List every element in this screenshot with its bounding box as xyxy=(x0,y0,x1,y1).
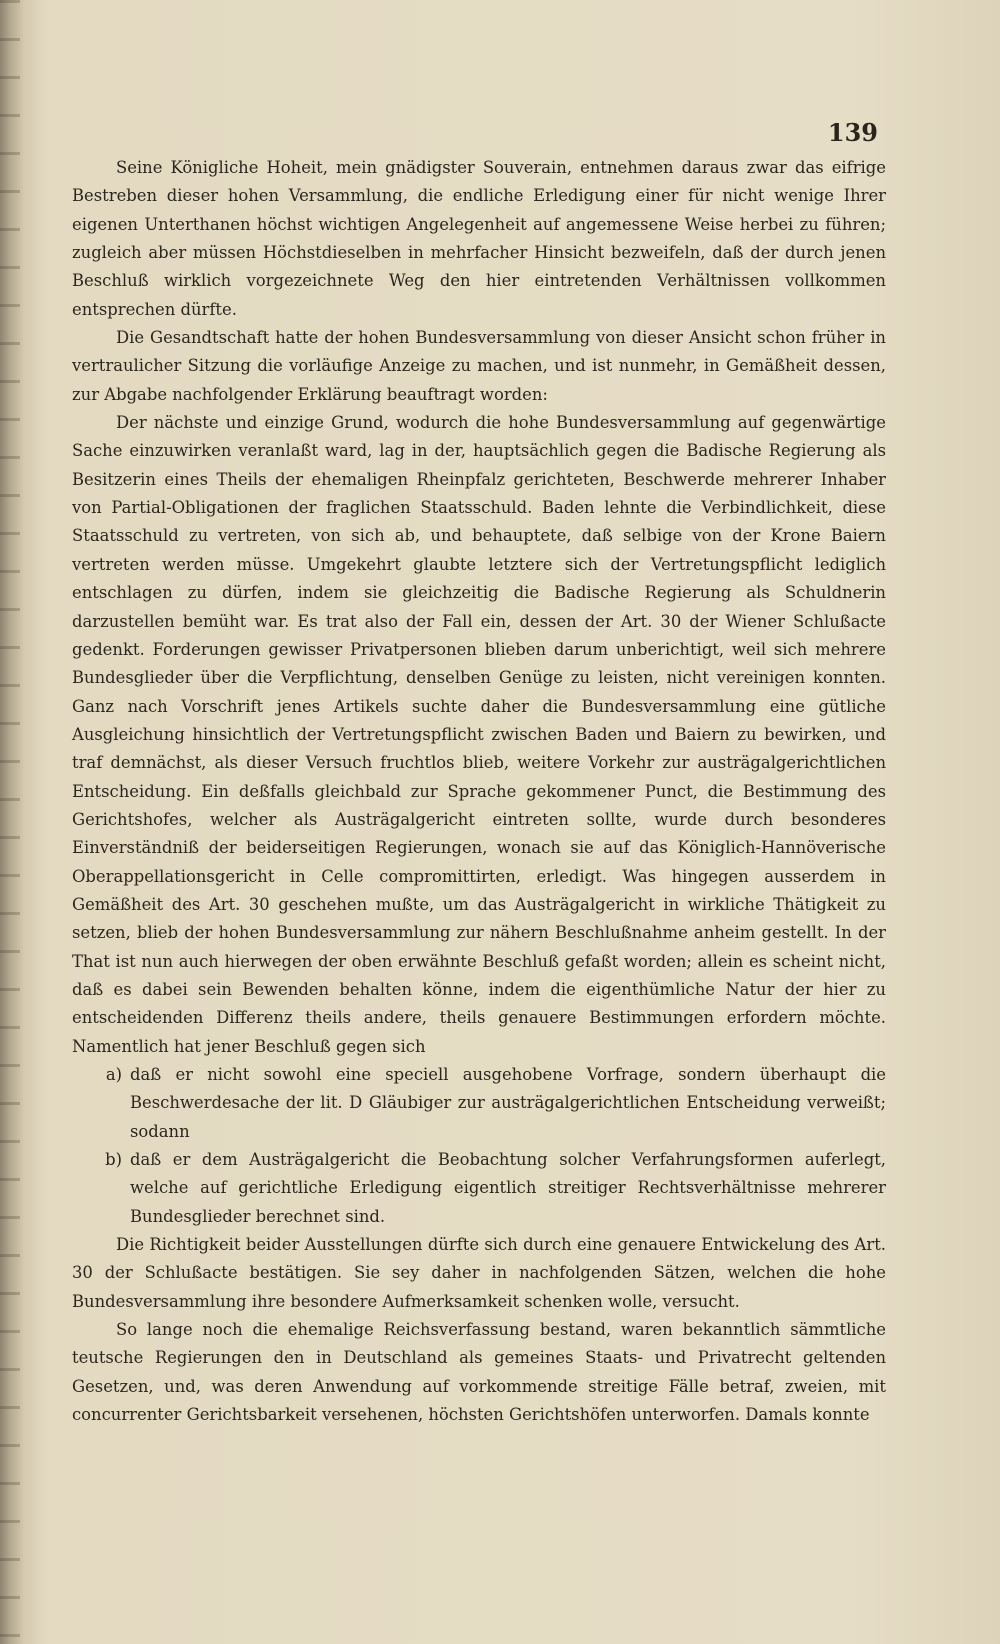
list-item-text: daß er dem Austrägalgericht die Beobachtung solcher Verfahrungsformen auferlegt, welche auf gerichtliche Erledigung eigentlich streitiger Rechtsverhältnisse mehrerer Bundesglieder berechnet sind. xyxy=(130,1150,886,1226)
page-number: 139 xyxy=(827,118,878,147)
list-item-label: a) xyxy=(105,1065,122,1084)
paragraph-2: Die Gesandtschaft hatte der hohen Bundesversammlung von dieser Ansicht schon früher in vertraulicher Sitzung die vorläufige Anzeige zu machen, und ist nunmehr, in Gemäßheit dessen, zur Abgabe nachfolgender Erklärung beauftragt worden: xyxy=(72,328,886,404)
paragraph-1: Seine Königliche Hoheit, mein gnädigster Souverain, entnehmen daraus zwar das eifrige Bestreben dieser hohen Versammlung, die endliche Erledigung einer für nicht wenige Ihrer eigenen Unterthanen höchst wichtigen Angelegenheit auf angemessene Weise herbei zu führen; zugleich aber müssen Höchstdieselben in mehrfacher Hinsicht bezweifeln, daß der durch jenen Beschluß wirklich vorgezeichnete Weg den hier eintretenden Verhältnissen vollkommen entsprechen dürfte. xyxy=(72,158,886,319)
paragraph-5: So lange noch die ehemalige Reichsverfassung bestand, waren bekanntlich sämmtliche teutsche Regierungen den in Deutschland als gemeines Staats- und Privatrecht geltenden Gesetzen, und, was deren Anwendung auf vorkommende streitige Fälle betraf, zweien, mit concurrenter Gerichtsbarkeit versehenen, höchsten Gerichtshöfen unterworfen. Damals konnte xyxy=(72,1320,886,1425)
list-item-text: daß er nicht sowohl eine speciell ausgehobene Vorfrage, sondern überhaupt die Beschwerdesache der lit. D Gläubiger zur austrägalgerichtlichen Entscheidung verweißt; sodann xyxy=(130,1065,886,1141)
page-binding-edge xyxy=(0,0,20,1644)
list-item-b xyxy=(72,1146,886,1231)
list-item-label: b) xyxy=(105,1150,122,1170)
paragraph-3: Der nächste und einzige Grund, wodurch die hohe Bundesversammlung auf gegenwärtige Sache einzuwirken veranlaßt ward, lag in der, hauptsächlich gegen die Badische Regierung als Besitzerin eines Theils der ehemaligen Rheinpfalz gerichteten, Beschwerde mehrerer Inhaber von Partial-Obligationen der fraglichen Staatsschuld. Baden lehnte die Verbindlichkeit, diese Staatsschuld zu vertreten, von sich ab, und behauptete, daß selbige von der Krone Baiern vertreten werden müsse. Umgekehrt glaubte letztere sich der Vertretungspflicht lediglich entschlagen zu dürfen, indem sie gleichzeitig die Badische Regierung als Schuldnerin darzustellen bemüht war. Es trat also der Fall ein, dessen der Art. 30 der Wiener Schlußacte gedenkt. Forderungen gewisser Privatpersonen blieben darum unberichtigt, weil sich mehrere Bundesglieder über die Verpflichtung, denselben Genüge zu leisten, nicht vereinigen konnten. Ganz nach Vorschrift jenes Artikels suchte daher die Bundesversammlung eine gütliche Ausgleichung hinsichtlich der Vertretungspflicht zwischen Baden und Baiern zu bewirken, und traf demnächst, als dieser Versuch fruchtlos blieb, weitere Vorkehr zur austrägalgerichtlichen Entscheidung. Ein deßfalls gleichbald zur Sprache gekommener Punct, die Bestimmung des Gerichtshofes, welcher als Austrägalgericht eintreten sollte, wurde durch besonderes Einverständniß der beiderseitigen Regierungen, wonach sie auf das Königlich-Hannöverische Oberappellationsgericht in Celle compromittirten, erledigt. Was hingegen ausserdem in Gemäßheit des Art. 30 geschehen mußte, um das Austrägalgericht in wirkliche Thätigkeit zu setzen, blieb der hohen Bundesversammlung zur nähern Beschlußnahme anheim gestellt. In der That ist nun auch hierwegen der oben erwähnte Beschluß gefaßt worden; allein es scheint nicht, daß es dabei sein Bewenden behalten könne, indem die eigenthümliche Natur der hier zu entscheidenden Differenz theils andere, theils genauere Bestimmungen erfordern möchte. Namentlich hat jener Beschluß gegen sich xyxy=(72,413,886,1056)
body-text xyxy=(72,154,886,1429)
list-item-a xyxy=(72,1061,886,1146)
paragraph-4: Die Richtigkeit beider Ausstellungen dürfte sich durch eine genauere Entwickelung des Art. 30 der Schlußacte bestätigen. Sie sey daher in nachfolgenden Sätzen, welchen die hohe Bundesversammlung ihre besondere Aufmerksamkeit schenken wolle, versucht. xyxy=(72,1235,886,1311)
